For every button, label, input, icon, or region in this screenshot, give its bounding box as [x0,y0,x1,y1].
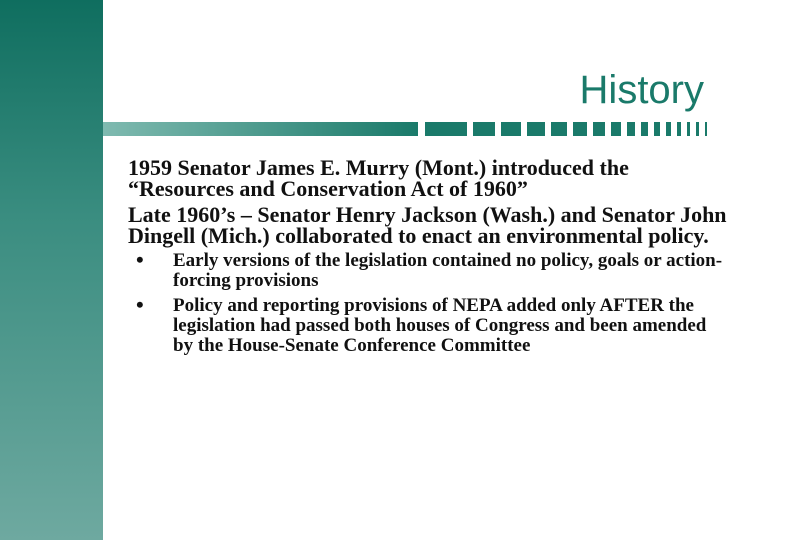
rule-block [501,122,521,136]
rule-block [573,122,587,136]
rule-gradient-bar [103,122,418,136]
sub-bullet-item [128,292,728,356]
rule-block [705,122,707,136]
body-paragraph-2: Late 1960’s – Senator Henry Jackson (Wash.) and Senator John Dingell (Mich.) collaborated to enact an environmental policy. [128,202,727,248]
title-underline-rule [103,122,713,136]
bullet-dot-icon: • [136,292,144,317]
rule-block [687,122,690,136]
side-decorative-band [0,0,103,540]
rule-block [677,122,681,136]
rule-block [666,122,671,136]
rule-block [527,122,545,136]
rule-block [551,122,567,136]
sub-bullet-item [128,247,728,291]
slide-body [128,157,728,361]
rule-block [593,122,605,136]
sub-bullet-text: Early versions of the legislation contained no policy, goals or action-forcing provisions [173,250,723,291]
slide-title: History [579,68,704,112]
sub-bullet-text: Policy and reporting provisions of NEPA added only AFTER the legislation had passed both houses of Congress and been amended by the House-Senate Conference Committee [173,295,707,356]
sub-bullet-list [128,247,728,356]
body-paragraph-1: 1959 Senator James E. Murry (Mont.) introduced the “Resources and Conservation Act of 1960” [128,155,629,201]
rule-block [641,122,648,136]
rule-block [654,122,660,136]
bullet-dot-icon: • [136,247,144,272]
rule-block [611,122,621,136]
rule-block [627,122,635,136]
rule-block [696,122,699,136]
rule-block [425,122,467,136]
rule-block [473,122,495,136]
